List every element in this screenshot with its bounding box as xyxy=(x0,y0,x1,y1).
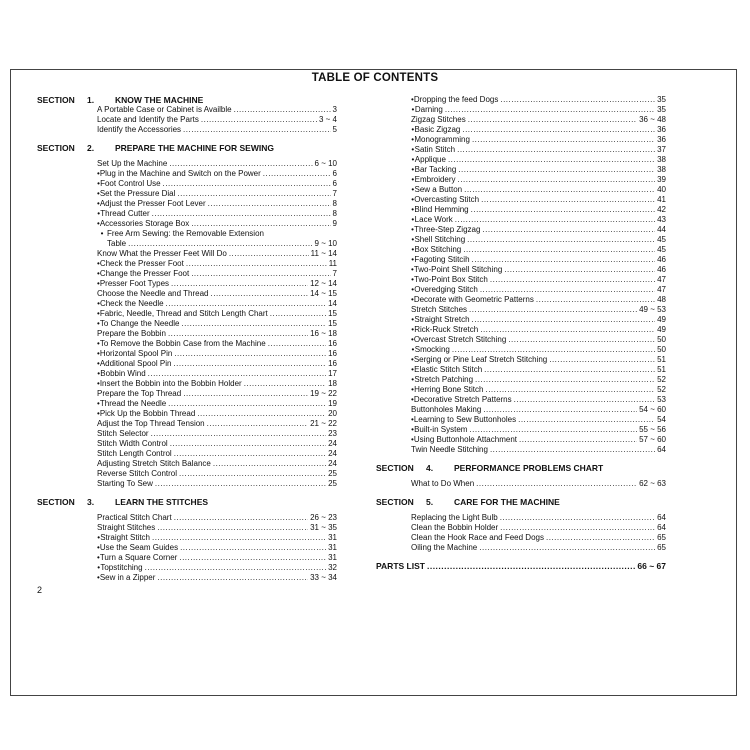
bullet-icon: • xyxy=(411,225,414,234)
bullet-icon: • xyxy=(97,369,101,378)
page-title: TABLE OF CONTENTS xyxy=(311,72,439,84)
toc-subentry: • Set the Pressure Dial ..... 7 xyxy=(37,189,337,199)
toc-subentry: • Dropping the feed Dogs ..... 35 xyxy=(376,95,666,105)
bullet-icon: • xyxy=(97,553,100,562)
toc-subentry: • Fagoting Stitcih ..... 46 xyxy=(376,255,666,265)
toc-entry: Adjusting Stretch Stitch Balance ..... 24 xyxy=(37,459,337,469)
toc-entry: Stretch Stitches ..... 49 ~ 53 xyxy=(376,305,666,315)
toc-subentry: • Basic Zigzag ..... 36 xyxy=(376,125,666,135)
bullet-icon: • xyxy=(411,395,414,404)
toc-entry: Oiling the Machine ..... 65 xyxy=(376,543,666,553)
toc-subentry: • Two-Point Shell Stitching ..... 46 xyxy=(376,265,666,275)
toc-entry: Set Up the Machine ..... 6 ~ 10 xyxy=(37,159,337,169)
toc-subentry: • Using Buttonhole Attachment ..... 57 ~ 60 xyxy=(376,435,666,445)
bullet-icon: • xyxy=(411,255,415,264)
bullet-icon: • xyxy=(411,365,414,374)
toc-entry: Identify the Accessories ..... 5 xyxy=(37,125,337,135)
bullet-icon: • xyxy=(97,543,100,552)
toc-subentry: • Decorate with Geometric Patterns ..... 48 xyxy=(376,295,666,305)
toc-subentry: • Blind Hemming ..... 42 xyxy=(376,205,666,215)
toc-subentry: • Topstitching ..... 32 xyxy=(37,563,337,573)
toc-subentry: • Pick Up the Bobbin Thread ..... 20 xyxy=(37,409,337,419)
toc-entry: What to Do When ..... 62 ~ 63 xyxy=(376,479,666,489)
toc-entry: Starting To Sew ..... 25 xyxy=(37,479,337,489)
toc-subentry: • Turn a Square Corner ..... 31 xyxy=(37,553,337,563)
bullet-icon: • xyxy=(100,229,104,238)
bullet-icon: • xyxy=(97,179,100,188)
toc-subentry: • Satin Stitch ..... 37 xyxy=(376,145,666,155)
toc-entry: Buttonholes Making ..... 54 ~ 60 xyxy=(376,405,666,415)
toc-entry: Stitch Length Control ..... 24 xyxy=(37,449,337,459)
toc-subentry: • Straight Stretch ..... 49 xyxy=(376,315,666,325)
bullet-icon: • xyxy=(411,425,414,434)
bullet-icon: • xyxy=(97,309,100,318)
toc-entry: Adjust the Top Thread Tension ..... 21 ~ 22 xyxy=(37,419,337,429)
toc-subentry: • Overcast Stretch Stitching ..... 50 xyxy=(376,335,666,345)
toc-entry: Know What the Presser Feet Will Do ..... 11 ~ 14 xyxy=(37,249,337,259)
bullet-icon: • xyxy=(411,175,415,184)
toc-subentry: • Straight Stitch ..... 31 xyxy=(37,533,337,543)
toc-subentry: • Fabric, Needle, Thread and Stitch Length Chart ..... 15 xyxy=(37,309,337,319)
toc-subentry: • Three-Step Zigzag ..... 44 xyxy=(376,225,666,235)
bullet-icon: • xyxy=(411,415,414,424)
bullet-icon: • xyxy=(411,345,415,354)
section-2-heading: SECTION 2. PREPARE THE MACHINE FOR SEWING xyxy=(37,143,274,153)
section-2-entries xyxy=(37,159,337,489)
bullet-icon: • xyxy=(411,315,415,324)
toc-subentry-continued: Table ..... 9 ~ 10 xyxy=(37,239,337,249)
toc-subentry: • Free Arm Sewing: the Removable Extension xyxy=(37,229,337,239)
toc-subentry: • Foot Control Use ..... 6 xyxy=(37,179,337,189)
bullet-icon: • xyxy=(411,285,415,294)
bullet-icon: • xyxy=(411,185,415,194)
bullet-icon: • xyxy=(97,169,100,178)
bullet-icon: • xyxy=(411,355,414,364)
page-number: 2 xyxy=(37,585,43,595)
toc-subentry: • Bobbin Wind ..... 17 xyxy=(37,369,337,379)
toc-entry: Prepare the Top Thread ..... 19 ~ 22 xyxy=(37,389,337,399)
toc-subentry: • Overedging Stitch ..... 47 xyxy=(376,285,666,295)
toc-subentry: • Presser Foot Types ..... 12 ~ 14 xyxy=(37,279,337,289)
section-1-heading: SECTION 1. KNOW THE MACHINE xyxy=(37,95,204,105)
bullet-icon: • xyxy=(411,105,415,114)
bullet-icon: • xyxy=(97,533,100,542)
toc-subentry: • Additional Spool Pin ..... 16 xyxy=(37,359,337,369)
bullet-icon: • xyxy=(411,435,414,444)
bullet-icon: • xyxy=(411,335,414,344)
section-5-heading: SECTION 5. CARE FOR THE MACHINE xyxy=(376,497,560,507)
bullet-icon: • xyxy=(97,279,100,288)
bullet-icon: • xyxy=(411,245,415,254)
toc-subentry: • To Change the Needle ..... 15 xyxy=(37,319,337,329)
toc-subentry: • Elastic Stitch Stitch ..... 51 xyxy=(376,365,666,375)
section-4-heading: SECTION 4. PERFORMANCE PROBLEMS CHART xyxy=(376,463,604,473)
toc-subentry: • Two-Point Box Stitch ..... 47 xyxy=(376,275,666,285)
toc-subentry: • To Remove the Bobbin Case from the Machine ..... 16 xyxy=(37,339,337,349)
toc-entry: Stitch Selector ..... 23 xyxy=(37,429,337,439)
toc-left-column xyxy=(37,95,337,583)
bullet-icon: • xyxy=(411,295,414,304)
section-3-heading: SECTION 3. LEARN THE STITCHES xyxy=(37,497,209,507)
toc-subentry: • Plug in the Machine and Switch on the Power ..... 6 xyxy=(37,169,337,179)
toc-right-column xyxy=(376,95,666,571)
bullet-icon: • xyxy=(411,325,415,334)
toc-subentry: • Monogramming ..... 36 xyxy=(376,135,666,145)
toc-entry: Reverse Stitch Control ..... 25 xyxy=(37,469,337,479)
toc-subentry: • Darning ..... 35 xyxy=(376,105,666,115)
toc-subentry: • Rick-Ruck Stretch ..... 49 xyxy=(376,325,666,335)
toc-entry: Replacing the Light Bulb ..... 64 xyxy=(376,513,666,523)
bullet-icon: • xyxy=(411,145,415,154)
toc-subentry: • Check the Needle ..... 14 xyxy=(37,299,337,309)
bullet-icon: • xyxy=(97,319,100,328)
toc-subentry: • Bar Tacking ..... 38 xyxy=(376,165,666,175)
bullet-icon: • xyxy=(97,359,100,368)
toc-entry: Locate and Identify the Parts ..... 3 ~ 4 xyxy=(37,115,337,125)
toc-subentry: • Thread the Needle ..... 19 xyxy=(37,399,337,409)
toc-subentry: • Insert the Bobbin into the Bobbin Holder ..... 18 xyxy=(37,379,337,389)
bullet-icon: • xyxy=(97,409,100,418)
toc-subentry: • Decorative Stretch Patterns ..... 53 xyxy=(376,395,666,405)
bullet-icon: • xyxy=(411,385,414,394)
bullet-icon: • xyxy=(411,235,415,244)
bullet-icon: • xyxy=(411,215,415,224)
bullet-icon: • xyxy=(97,563,101,572)
toc-entry: Prepare the Bobbin ..... 16 ~ 18 xyxy=(37,329,337,339)
toc-subentry: • Herring Bone Stitch ..... 52 xyxy=(376,385,666,395)
toc-entry: Clean the Hook Race and Feed Dogs ..... 65 xyxy=(376,533,666,543)
toc-subentry: • Lace Work ..... 43 xyxy=(376,215,666,225)
toc-entry: Choose the Needle and Thread ..... 14 ~ 15 xyxy=(37,289,337,299)
bullet-icon: • xyxy=(97,299,100,308)
bullet-icon: • xyxy=(411,265,414,274)
bullet-icon: • xyxy=(97,219,100,228)
section-3-entries xyxy=(37,513,337,583)
bullet-icon: • xyxy=(411,95,414,104)
bullet-icon: • xyxy=(97,339,100,348)
section-1-entries xyxy=(37,105,337,135)
toc-subentry: • Overcasting Stitch ..... 41 xyxy=(376,195,666,205)
continued-entries xyxy=(376,95,666,455)
bullet-icon: • xyxy=(97,209,101,218)
bullet-icon: • xyxy=(411,155,415,164)
bullet-icon: • xyxy=(97,379,100,388)
toc-entry: Practical Stitch Chart ..... 26 ~ 23 xyxy=(37,513,337,523)
bullet-icon: • xyxy=(97,259,100,268)
toc-subentry: • Built-in System ..... 55 ~ 56 xyxy=(376,425,666,435)
bullet-icon: • xyxy=(411,275,414,284)
bullet-icon: • xyxy=(411,195,414,204)
toc-entry: Twin Needle Stitching ..... 64 xyxy=(376,445,666,455)
toc-subentry: • Stretch Patching ..... 52 xyxy=(376,375,666,385)
parts-list-entry: PARTS LIST ..... 66 ~ 67 xyxy=(376,561,666,571)
toc-subentry: • Use the Seam Guides ..... 31 xyxy=(37,543,337,553)
bullet-icon: • xyxy=(97,269,100,278)
bullet-icon: • xyxy=(411,165,415,174)
toc-entry: Clean the Bobbin Holder ..... 64 xyxy=(376,523,666,533)
toc-subentry: • Accessories Storage Box ..... 9 xyxy=(37,219,337,229)
toc-subentry: • Sew in a Zipper ..... 33 ~ 34 xyxy=(37,573,337,583)
toc-subentry: • Thread Cutter ..... 8 xyxy=(37,209,337,219)
bullet-icon: • xyxy=(97,199,100,208)
bullet-icon: • xyxy=(411,205,415,214)
toc-subentry: • Sew a Button ..... 40 xyxy=(376,185,666,195)
toc-entry: A Portable Case or Cabinet is Availble ..... 3 xyxy=(37,105,337,115)
toc-subentry: • Check the Presser Foot ..... 11 xyxy=(37,259,337,269)
toc-subentry: • Horizontal Spool Pin ..... 16 xyxy=(37,349,337,359)
bullet-icon: • xyxy=(97,399,100,408)
toc-subentry: • Adjust the Presser Foot Lever ..... 8 xyxy=(37,199,337,209)
toc-entry: Zigzag Stitches ..... 36 ~ 48 xyxy=(376,115,666,125)
toc-subentry: • Learning to Sew Buttonholes ..... 54 xyxy=(376,415,666,425)
bullet-icon: • xyxy=(411,125,415,134)
bullet-icon: • xyxy=(97,189,100,198)
toc-subentry: • Change the Presser Foot ..... 7 xyxy=(37,269,337,279)
bullet-icon: • xyxy=(97,573,100,582)
toc-entry: Straight Stitches ..... 31 ~ 35 xyxy=(37,523,337,533)
toc-subentry: • Smocking ..... 50 xyxy=(376,345,666,355)
bullet-icon: • xyxy=(411,375,415,384)
bullet-icon: • xyxy=(411,135,415,144)
toc-subentry: • Serging or Pine Leaf Stretch Stitching ..... 51 xyxy=(376,355,666,365)
toc-subentry: • Applique ..... 38 xyxy=(376,155,666,165)
toc-subentry: • Shell Stitching ..... 45 xyxy=(376,235,666,245)
toc-subentry: • Embroidery ..... 39 xyxy=(376,175,666,185)
toc-entry: Stitch Width Control ..... 24 xyxy=(37,439,337,449)
bullet-icon: • xyxy=(97,349,100,358)
section-5-entries xyxy=(376,513,666,553)
toc-subentry: • Box Stitching ..... 45 xyxy=(376,245,666,255)
